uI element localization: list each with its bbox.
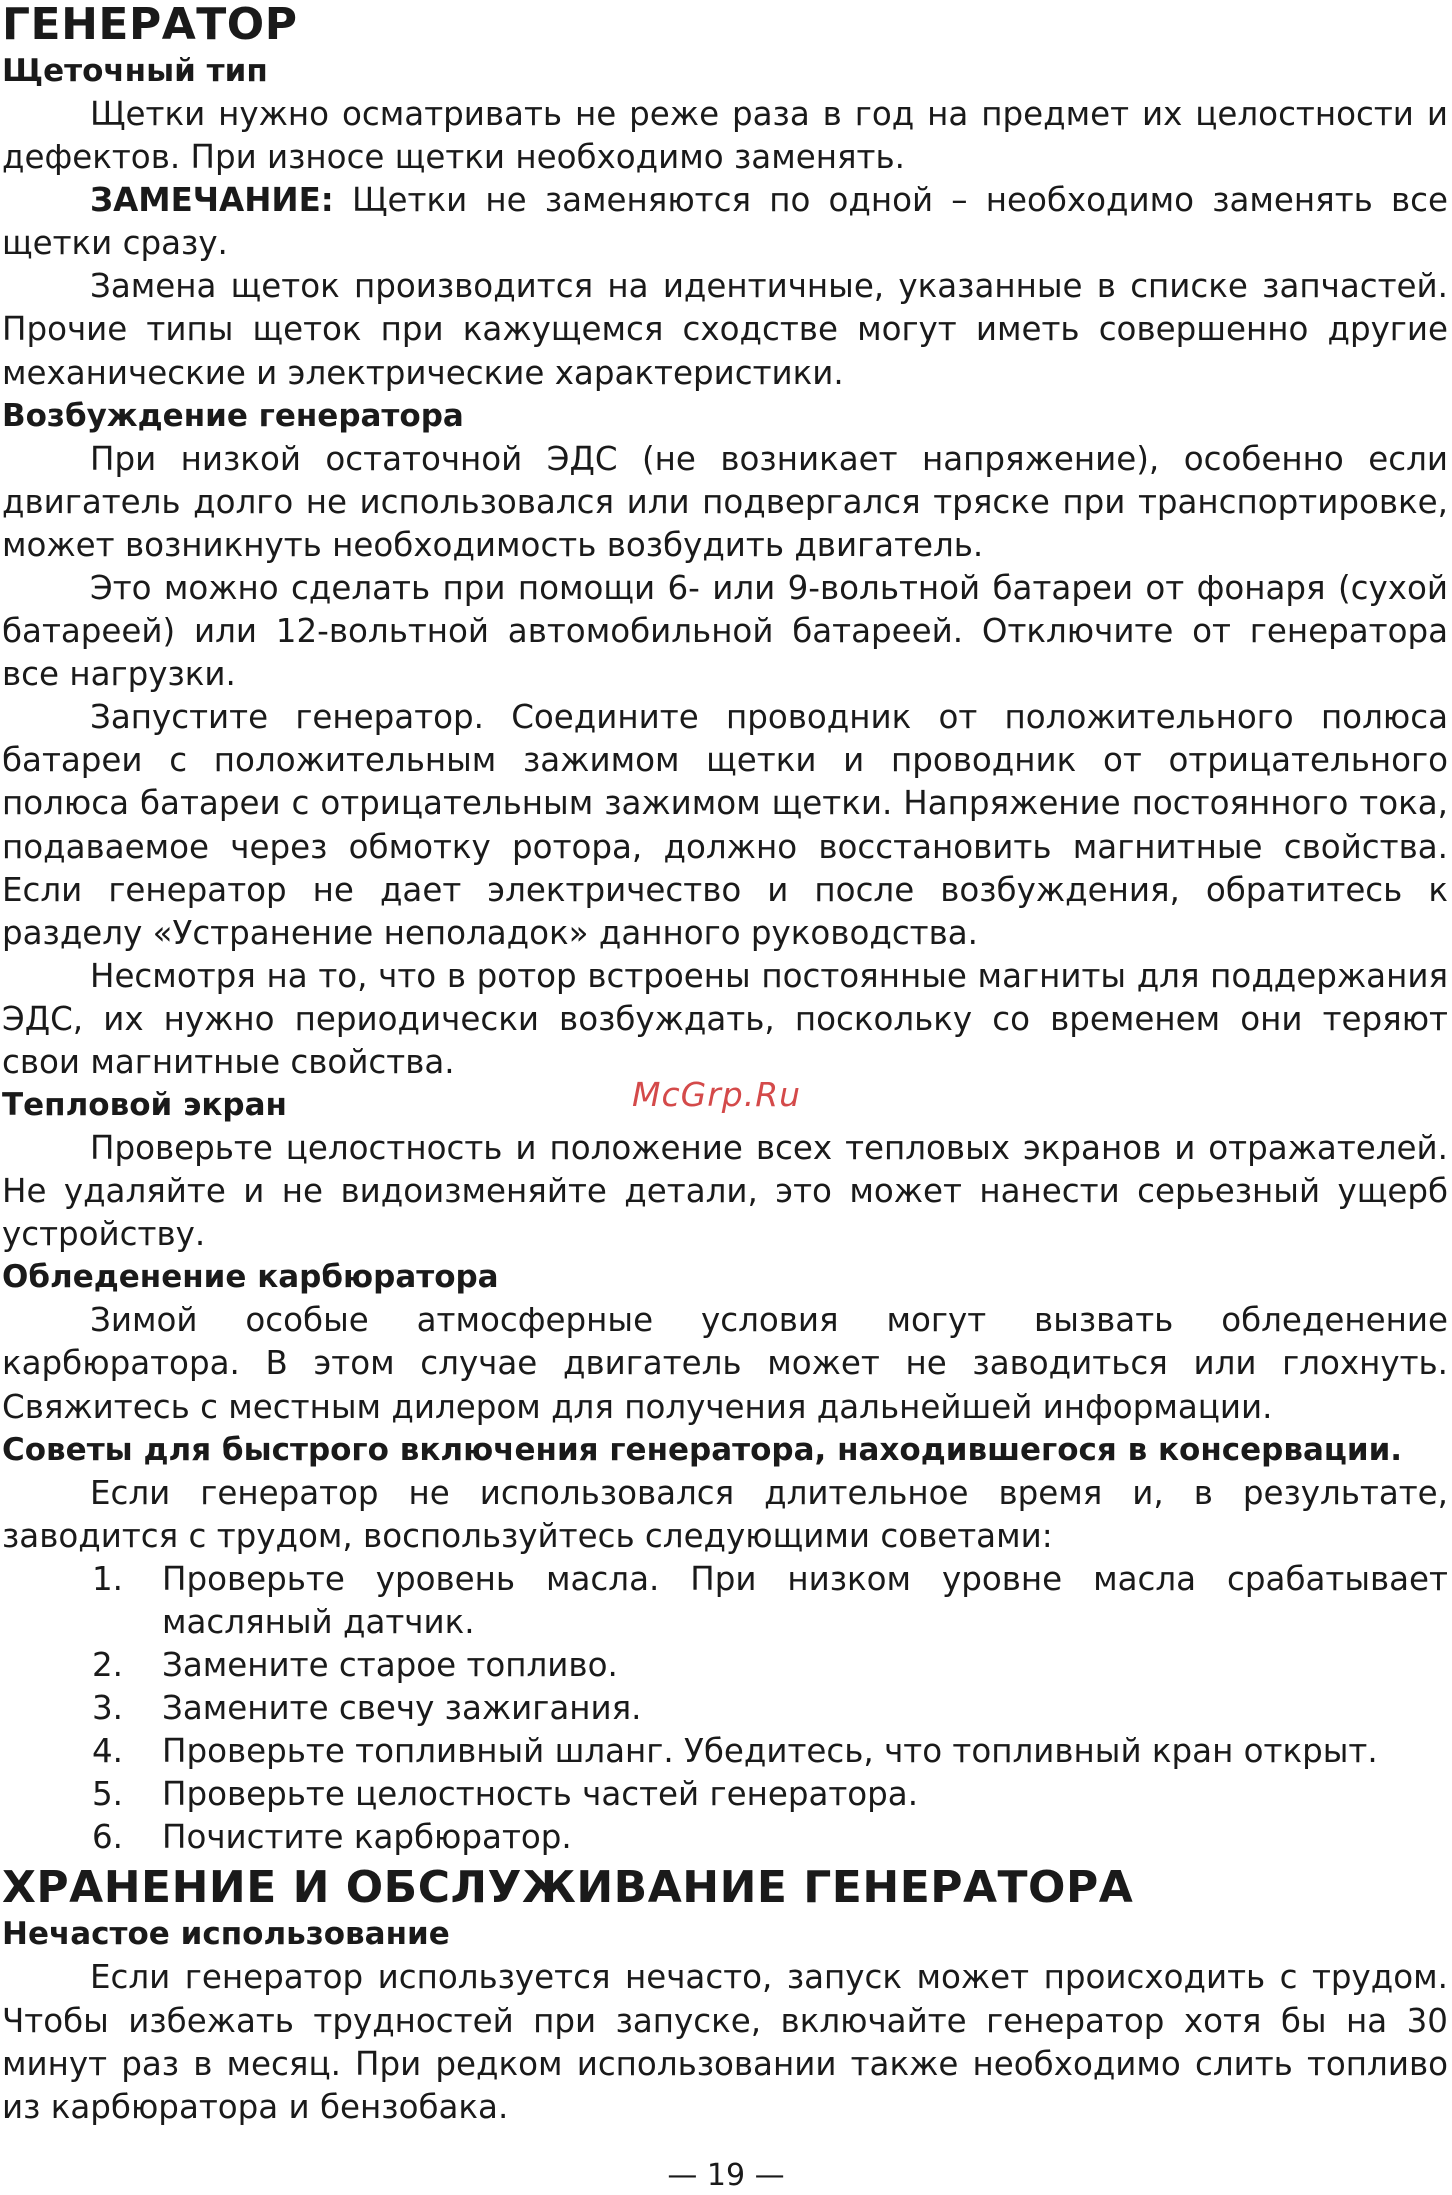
note-text: Щетки не заменяются по одной – необходимо заменять все щетки сразу. xyxy=(2,181,1448,263)
paragraph: При низкой остаточной ЭДС (не возникает напряжение), особенно если двигатель долго не использовался или подвергался тряске при транспортировке, может возникнуть необходимость возбудить двигатель. xyxy=(2,439,1448,564)
list-text: Почистите карбюратор. xyxy=(162,1818,572,1857)
paragraph: Зимой особые атмосферные условия могут вызвать обледенение карбюратора. В этом случае двигатель может не заводиться или глохнуть. Свяжитесь с местным дилером для получения дальнейшей информации. xyxy=(2,1301,1448,1426)
paragraph: Проверьте целостность и положение всех тепловых экранов и отражателей. Не удаляйте и не видоизменяйте детали, это может нанести серьезный ущерб устройству. xyxy=(2,1129,1448,1254)
page-number: — 19 — xyxy=(667,2158,785,2193)
section-title-storage: ХРАНЕНИЕ И ОБСЛУЖИВАНИЕ ГЕНЕРАТОРА xyxy=(2,1862,1134,1914)
list-item xyxy=(2,1816,1448,1859)
heading-brush-type: Щеточный тип xyxy=(2,53,268,89)
list-text: Замените свечу зажигания. xyxy=(162,1689,642,1728)
list-item xyxy=(2,1773,1448,1816)
watermark-text: McGrp.Ru xyxy=(632,1075,802,1114)
list-item xyxy=(2,1687,1448,1730)
paragraph: Несмотря на то, что в ротор встроены постоянные магниты для поддержания ЭДС, их нужно периодически возбуждать, поскольку со временем они теряют свои магнитные свойства. xyxy=(2,956,1448,1081)
list-number: 6. xyxy=(92,1818,124,1857)
list-number: 3. xyxy=(92,1689,124,1728)
heading-icing: Обледенение карбюратора xyxy=(2,1259,499,1296)
paragraph: Если генератор не использовался длительное время и, в результате, заводится с трудом, воспользуйтесь следующими советами: xyxy=(2,1473,1448,1555)
list-number: 1. xyxy=(92,1559,124,1598)
list-number: 4. xyxy=(92,1732,124,1771)
list-item xyxy=(2,1644,1448,1687)
list-number: 5. xyxy=(92,1775,124,1814)
heading-excitation: Возбуждение генератора xyxy=(2,397,464,434)
paragraph: Замена щеток производится на идентичные, указанные в списке запчастей. Прочие типы щеток при кажущемся сходстве могут иметь совершенно другие механические и электрические характеристики. xyxy=(2,267,1448,392)
paragraph: Щетки нужно осматривать не реже раза в год на предмет их целостности и дефектов. При износе щетки необходимо заменять. xyxy=(2,95,1448,177)
list-item xyxy=(2,1558,1448,1644)
section-title-generator: ГЕНЕРАТОР xyxy=(2,0,298,50)
paragraph: Это можно сделать при помощи 6- или 9-вольтной батареи от фонаря (сухой батареей) или 12-вольтной автомобильной батареей. Отключите от генератора все нагрузки. xyxy=(2,568,1448,694)
list-item xyxy=(2,1730,1448,1773)
paragraph: Если генератор используется нечасто, запуск может происходить с трудом. Чтобы избежать трудностей при запуске, включайте генератор хотя бы на 30 минут раз в месяц. При редком использовании также необходимо слить топливо из карбюратора и бензобака. xyxy=(2,1958,1448,2126)
list-text: Проверьте целостность частей генератора. xyxy=(162,1775,919,1814)
heading-tips: Советы для быстрого включения генератора, находившегося в консервации. xyxy=(2,1431,1403,1468)
tips-list xyxy=(2,1558,1448,1860)
list-text: Проверьте топливный шланг. Убедитесь, что топливный кран открыт. xyxy=(162,1732,1378,1771)
heading-infrequent-use: Нечастое использование xyxy=(2,1916,450,1953)
document-page xyxy=(2,0,1448,2129)
list-text: Замените старое топливо. xyxy=(162,1646,618,1684)
list-text: Проверьте уровень масла. При низком уровне масла срабатывает масляный датчик. xyxy=(162,1559,1448,1641)
list-number: 2. xyxy=(92,1646,124,1684)
heading-heat-shield: Тепловой экран xyxy=(2,1087,287,1124)
note-label: ЗАМЕЧАНИЕ: xyxy=(90,181,334,220)
paragraph: Запустите генератор. Соедините проводник от положительного полюса батареи с положительным зажимом щетки и проводник от отрицательного полюса батареи с отрицательным зажимом щетки. Напряжение постоянного тока, подаваемое через обмотку ротора, должно восстановить магнитные свойства. Если генератор не дает электричество и после возбуждения, обратитесь к разделу «Устранение неполадок» данного руководства. xyxy=(2,698,1448,952)
note-paragraph xyxy=(2,179,1448,265)
